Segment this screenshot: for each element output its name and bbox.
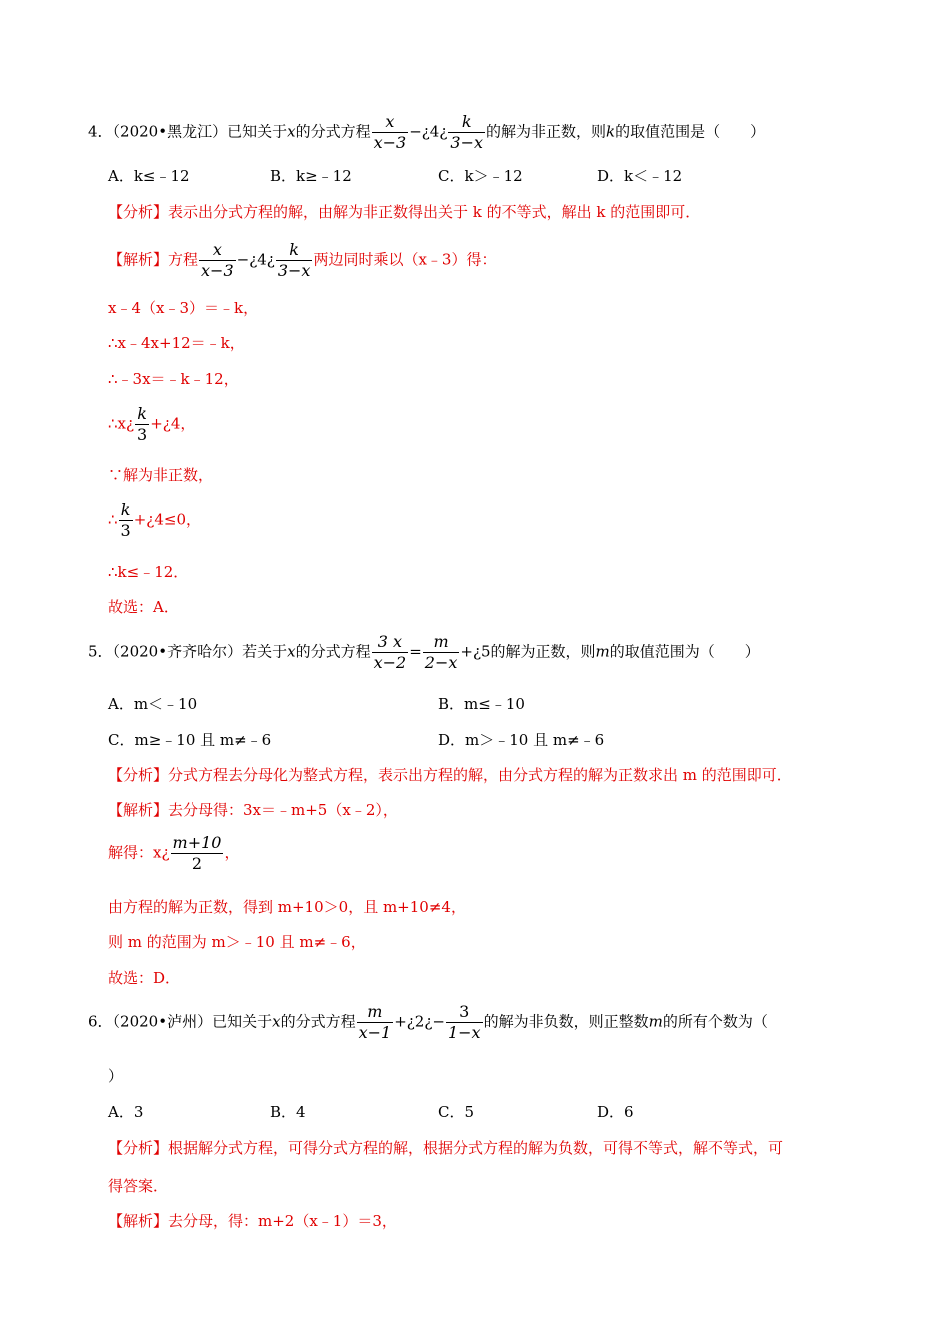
q4-step-4: ∴x¿ $\frac{k}{3}$ +¿4， (108, 404, 196, 444)
fraction: $\frac{3}{1-x}$ (447, 1002, 481, 1042)
q4-stem: 4．（2020•黑龙江）已知关于x的分式方程 $\frac{x}{x-3}$ −¿4¿ $\frac{k}{3-x}$ 的解为非正数，则k的取值范围是（ ） (88, 112, 766, 152)
option-b: B．m≤﹣10 (438, 695, 525, 713)
fraction: $\frac{x}{x-3}$ (201, 240, 234, 280)
question-source: （2020•齐齐哈尔） (112, 642, 243, 661)
q4-step-1: x﹣4（x﹣3）＝﹣k， (108, 299, 259, 317)
analysis-tag: 【分析】 (108, 766, 169, 784)
option-b: B．4 (270, 1103, 306, 1121)
q4-step-6: ∴ $\frac{k}{3}$ +¿4≤0， (108, 500, 202, 540)
q6-analysis: 【分析】根据解分式方程，可得分式方程的解，根据分式方程的解为负数，可得不等式，解不等式，可 (108, 1139, 784, 1157)
q4-step-5: ∵解为非正数， (108, 466, 214, 484)
fraction: $\frac{m}{x-1}$ (358, 1002, 392, 1042)
q5-step-4: 则 m 的范围为 m＞﹣10 且 m≠﹣6， (108, 933, 366, 951)
option-d: D．m＞﹣10 且 m≠﹣6 (438, 731, 605, 749)
option-a: A．k≤﹣12 (108, 167, 190, 185)
q5-solution: 【解析】去分母得：3x＝﹣m+5（x﹣2）， (108, 801, 398, 819)
fraction: $\frac{m+10}{2}$ (172, 833, 222, 873)
option-d: D．k＜﹣12 (597, 167, 683, 185)
option-a: A．3 (108, 1103, 144, 1121)
fraction: $\frac{k}{3-x}$ (277, 240, 311, 280)
q6-analysis-cont: 得答案． (108, 1177, 169, 1195)
question-number: 6． (88, 1012, 113, 1031)
option-d: D．6 (597, 1103, 634, 1121)
option-c: C．m≥﹣10 且 m≠﹣6 (108, 731, 272, 749)
analysis-tag: 【分析】 (108, 1139, 169, 1157)
question-source: （2020•泸州） (112, 1012, 213, 1031)
question-source: （2020•黑龙江） (112, 122, 228, 141)
option-a: A．m＜﹣10 (108, 695, 198, 713)
solution-tag: 【解析】 (108, 801, 169, 819)
q4-step-3: ∴﹣3x＝﹣k﹣12， (108, 370, 239, 388)
analysis-tag: 【分析】 (108, 203, 169, 221)
q4-answer: 故选：A． (108, 598, 179, 616)
q5-step-3: 由方程的解为正数，得到 m+10＞0，且 m+10≠4， (108, 898, 466, 916)
q5-step-2: 解得：x¿ $\frac{m+10}{2}$ ， (108, 833, 240, 873)
fraction: $\frac{x}{x-3}$ (373, 112, 407, 152)
option-c: C．5 (438, 1103, 475, 1121)
q4-analysis: 【分析】表示出分式方程的解，由解为非正数得出关于 k 的不等式，解出 k 的范围即可． (108, 203, 701, 221)
solution-tag: 【解析】 (108, 1212, 169, 1230)
q5-analysis: 【分析】分式方程去分母化为整式方程，表示出方程的解，由分式方程的解为正数求出 m 的范围即可． (108, 766, 792, 784)
solution-tag: 【解析】 (108, 250, 169, 269)
q4-solution: 【解析】方程 $\frac{x}{x-3}$ −¿4¿ $\frac{k}{3-x}$ 两边同时乘以（x﹣3）得： (108, 240, 497, 280)
option-c: C．k＞﹣12 (438, 167, 523, 185)
fraction: $\frac{k}{3-x}$ (450, 112, 483, 152)
q6-stem-end: ） (108, 1067, 124, 1085)
q5-stem: 5．（2020•齐齐哈尔）若关于x的分式方程 $\frac{3 x}{x-2}$ = $\frac{m}{2-x}$ +¿5的解为正数，则m的取值范围为（ ） (88, 632, 760, 672)
q4-step-2: ∴x﹣4x+12＝﹣k， (108, 334, 245, 352)
question-number: 5． (88, 642, 113, 661)
q4-step-7: ∴k≤﹣12． (108, 563, 189, 581)
fraction: $\frac{3 x}{x-2}$ (373, 632, 407, 672)
option-b: B．k≥﹣12 (270, 167, 352, 185)
question-number: 4． (88, 122, 113, 141)
q6-solution: 【解析】去分母，得：m+2（x﹣1）＝3， (108, 1212, 397, 1230)
fraction: $\frac{k}{3}$ (137, 404, 148, 444)
fraction: $\frac{m}{2-x}$ (424, 632, 458, 672)
q6-stem: 6．（2020•泸州）已知关于x的分式方程 $\frac{m}{x-1}$ +¿2¿− $\frac{3}{1-x}$ 的解为非负数，则正整数m的所有个数为（ (88, 1002, 768, 1042)
fraction: $\frac{k}{3}$ (120, 500, 131, 540)
q5-answer: 故选：D． (108, 969, 181, 987)
